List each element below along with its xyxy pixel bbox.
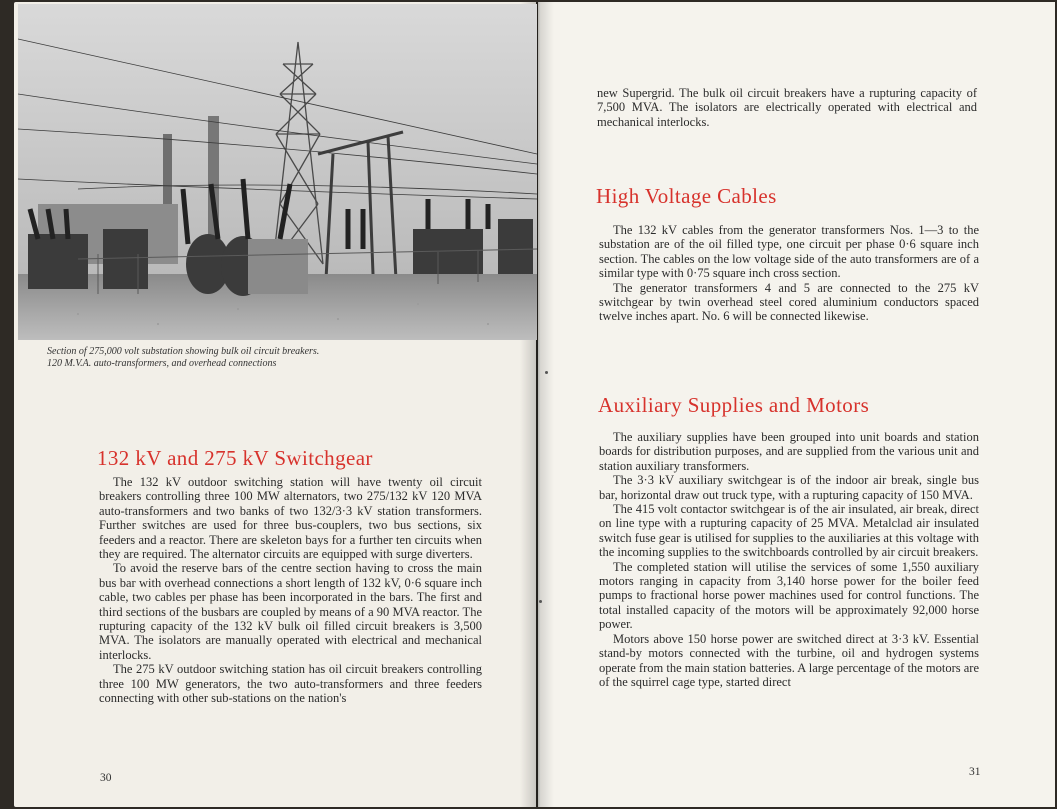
page-number-left: 30 — [100, 772, 112, 784]
paragraph: The 3·3 kV auxiliary switchgear is of the indoor air break, single bus bar, horizontal draw out truck type, with a rupturing capacity of 150 MVA. — [599, 473, 979, 502]
paragraph: The 132 kV cables from the generator transformers Nos. 1—3 to the substation are of the oil filled type, one circuit per phase 0·6 square inch section. The cables on the low voltage side of the auto transformers are of a similar type with 0·75 square inch cross section. — [599, 223, 979, 281]
high-voltage-cables-heading: High Voltage Cables — [596, 184, 777, 208]
paper-speck — [539, 600, 542, 603]
caption-line: Section of 275,000 volt substation showing bulk oil circuit breakers. — [47, 346, 320, 357]
switchgear-body — [99, 475, 482, 706]
paragraph: The 275 kV outdoor switching station has oil circuit breakers controlling three 100 MW generators, the two auto-transformers and three feeders connecting with other sub-stations on the nation's — [99, 662, 482, 706]
paragraph: Motors above 150 horse power are switched direct at 3·3 kV. Essential stand-by motors connected with the turbine, oil and hydrogen systems operate from the main station batteries. A large percentage of the motors are of the squirrel cage type, started direct — [599, 631, 979, 689]
paragraph: The 415 volt contactor switchgear is of the air insulated, air break, direct on line type with a rupturing capacity of 25 MVA. Metalclad air insulated switch fuse gear is utilised for supplies to the auxiliaries at this voltage with the incoming supplies to the switchboards controlled by air circuit breakers. — [599, 502, 979, 560]
auxiliary-supplies-body — [599, 430, 979, 689]
substation-photo — [18, 4, 537, 340]
intro-text — [597, 86, 977, 129]
caption-line: 120 M.V.A. auto-transformers, and overhead connections — [47, 357, 277, 369]
paragraph: new Supergrid. The bulk oil circuit breakers have a rupturing capacity of 7,500 MVA. The isolators are electrically operated with electrical and mechanical interlocks. — [597, 86, 977, 129]
photo-caption — [47, 346, 487, 369]
high-voltage-cables-body — [599, 223, 979, 324]
auxiliary-supplies-heading: Auxiliary Supplies and Motors — [598, 393, 870, 417]
page-number-right: 31 — [969, 766, 981, 778]
paragraph: To avoid the reserve bars of the centre section having to cross the main bus bar with overhead connections a short length of 132 kV, 0·6 square inch cable, two cables per phase has been incorporated in the bars. The first and third sections of the busbars are coupled by means of a 90 MVA reactor. The rupturing capacity of the 132 kV bulk oil filled circuit breakers is 3,500 MVA. The isolators are manually operated with electrical and mechanical interlocks. — [99, 561, 482, 662]
switchgear-heading: 132 kV and 275 kV Switchgear — [97, 446, 373, 470]
paragraph: The 132 kV outdoor switching station will have twenty oil circuit breakers controlling three 100 MW alternators, two 275/132 kV 120 MVA auto-transformers and two banks of two 132/3·3 kV station transformers. Further switches are used for three bus-couplers, two bus sections, six feeders and a reactor. There are skeleton bays for a further ten circuits when they are required. The alternator circuits are equipped with surge diverters. — [99, 475, 482, 562]
paper-speck — [545, 371, 548, 374]
paragraph: The generator transformers 4 and 5 are connected to the 275 kV switchgear by twin overhead steel cored aluminium conductors spaced twelve inches apart. No. 6 will be connected likewise. — [599, 280, 979, 324]
paragraph: The auxiliary supplies have been grouped into unit boards and station boards for distribution purposes, and are supplied from the various unit and station auxiliary transformers. — [599, 430, 979, 473]
paragraph: The completed station will utilise the services of some 1,550 auxiliary motors ranging in capacity from 3,140 horse power for the boiler feed pumps to fractional horse power machines used for control functions. The total installed capacity of the motors will be approximately 92,000 horse power. — [599, 559, 979, 632]
